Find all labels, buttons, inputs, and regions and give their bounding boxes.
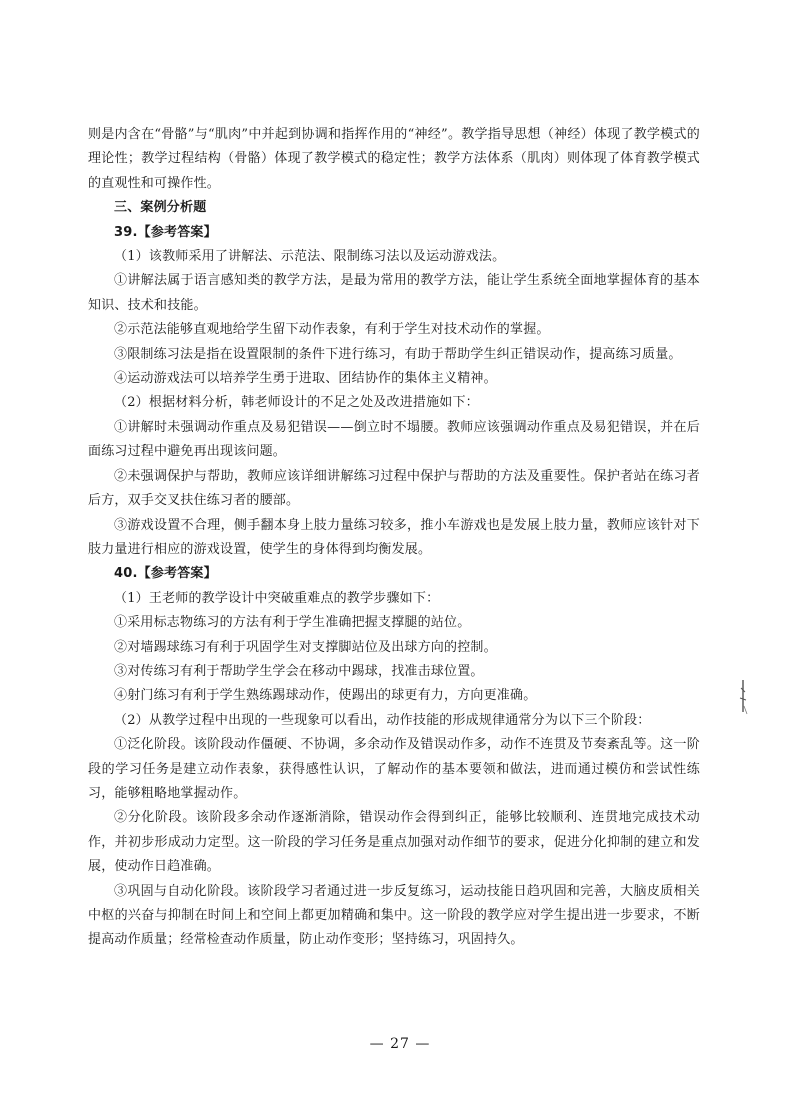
paragraph: （2）根据材料分析，韩老师设计的不足之处及改进措施如下： (114, 395, 479, 411)
paragraph: ③巩固与自动化阶段。该阶段学习者通过进一步反复练习，运动技能日趋巩固和完善，大脑皮质相关中枢的兴奋与抑制在时间上和空间上都更加精确和集中。这一阶段的教学应对学生提出进一步要求，不断提高动作质量；经常检查动作质量，防止动作变形；坚持练习，巩固持久。 (88, 883, 700, 948)
paragraph: ④运动游戏法可以培养学生勇于进取、团结协作的集体主义精神。 (114, 371, 497, 387)
section-heading: 39.【参考答案】 (114, 224, 217, 240)
paragraph: ①泛化阶段。该阶段动作僵硬、不协调，多余动作及错误动作多，动作不连贯及节奏紊乱等。这一阶段的学习任务是建立动作表象，获得感性认识，了解动作的基本要领和做法，进而通过模仿和尝试性练习，能够粗略地掌握动作。 (88, 737, 700, 801)
paragraph: ②未强调保护与帮助，教师应该详细讲解练习过程中保护与帮助的方法及重要性。保护者站在练习者后方，双手交叉扶住练习者的腰部。 (88, 468, 700, 509)
paragraph: 则是内含在“骨骼”与“肌肉”中并起到协调和指挥作用的“神经”。教学指导思想（神经）体现了教学模式的理论性；教学过程结构（骨骼）体现了教学模式的稳定性；教学方法体系（肌肉）则体现了体育教学模式的直观性和可操作性。 (88, 127, 700, 191)
paragraph: （2）从教学过程中出现的一些现象可以看出，动作技能的形成规律通常分为以下三个阶段： (114, 712, 651, 728)
paragraph: ③游戏设置不合理，侧手翻本身上肢力量练习较多，推小车游戏也是发展上肢力量，教师应该针对下肢力量进行相应的游戏设置，使学生的身体得到均衡发展。 (88, 517, 700, 557)
paragraph: ②对墙踢球练习有利于巩固学生对支撑脚站位及出球方向的控制。 (114, 639, 497, 655)
paragraph: ③对传练习有利于帮助学生学会在移动中踢球，找准击球位置。 (114, 663, 484, 679)
scan-mark-icon (738, 678, 748, 718)
paragraph: ①讲解法属于语言感知类的教学方法，是最为常用的教学方法，能让学生系统全面地掌握体育的基本知识、技术和技能。 (88, 273, 700, 313)
section-heading: 三、案例分析题 (114, 200, 207, 216)
document-body (88, 123, 700, 953)
section-heading: 40.【参考答案】 (114, 566, 217, 582)
paragraph: ①采用标志物练习的方法有利于学生准确把握支撑腿的站位。 (114, 615, 471, 631)
paragraph: ①讲解时未强调动作重点及易犯错误——倒立时不塌腰。教师应该强调动作重点及易犯错误，并在后面练习过程中避免再出现该问题。 (88, 419, 700, 460)
paragraph: ④射门练习有利于学生熟练踢球动作，使踢出的球更有力，方向更准确。 (114, 688, 537, 704)
paragraph: ③限制练习法是指在设置限制的条件下进行练习，有助于帮助学生纠正错误动作，提高练习质量。 (114, 346, 682, 362)
paragraph: ②示范法能够直观地给学生留下动作表象，有利于学生对技术动作的掌握。 (114, 322, 550, 338)
paragraph: （1）王老师的教学设计中突破重难点的教学步骤如下： (114, 590, 440, 606)
paragraph: （1）该教师采用了讲解法、示范法、限制练习法以及运动游戏法。 (114, 249, 506, 265)
page-number: — 27 — (369, 1036, 431, 1052)
paragraph: ②分化阶段。该阶段多余动作逐渐消除，错误动作会得到纠正，能够比较顺利、连贯地完成技术动作，并初步形成动力定型。这一阶段的学习任务是重点加强对动作细节的要求，促进分化抑制的建立和发展，使动作日趋准确。 (88, 810, 700, 875)
